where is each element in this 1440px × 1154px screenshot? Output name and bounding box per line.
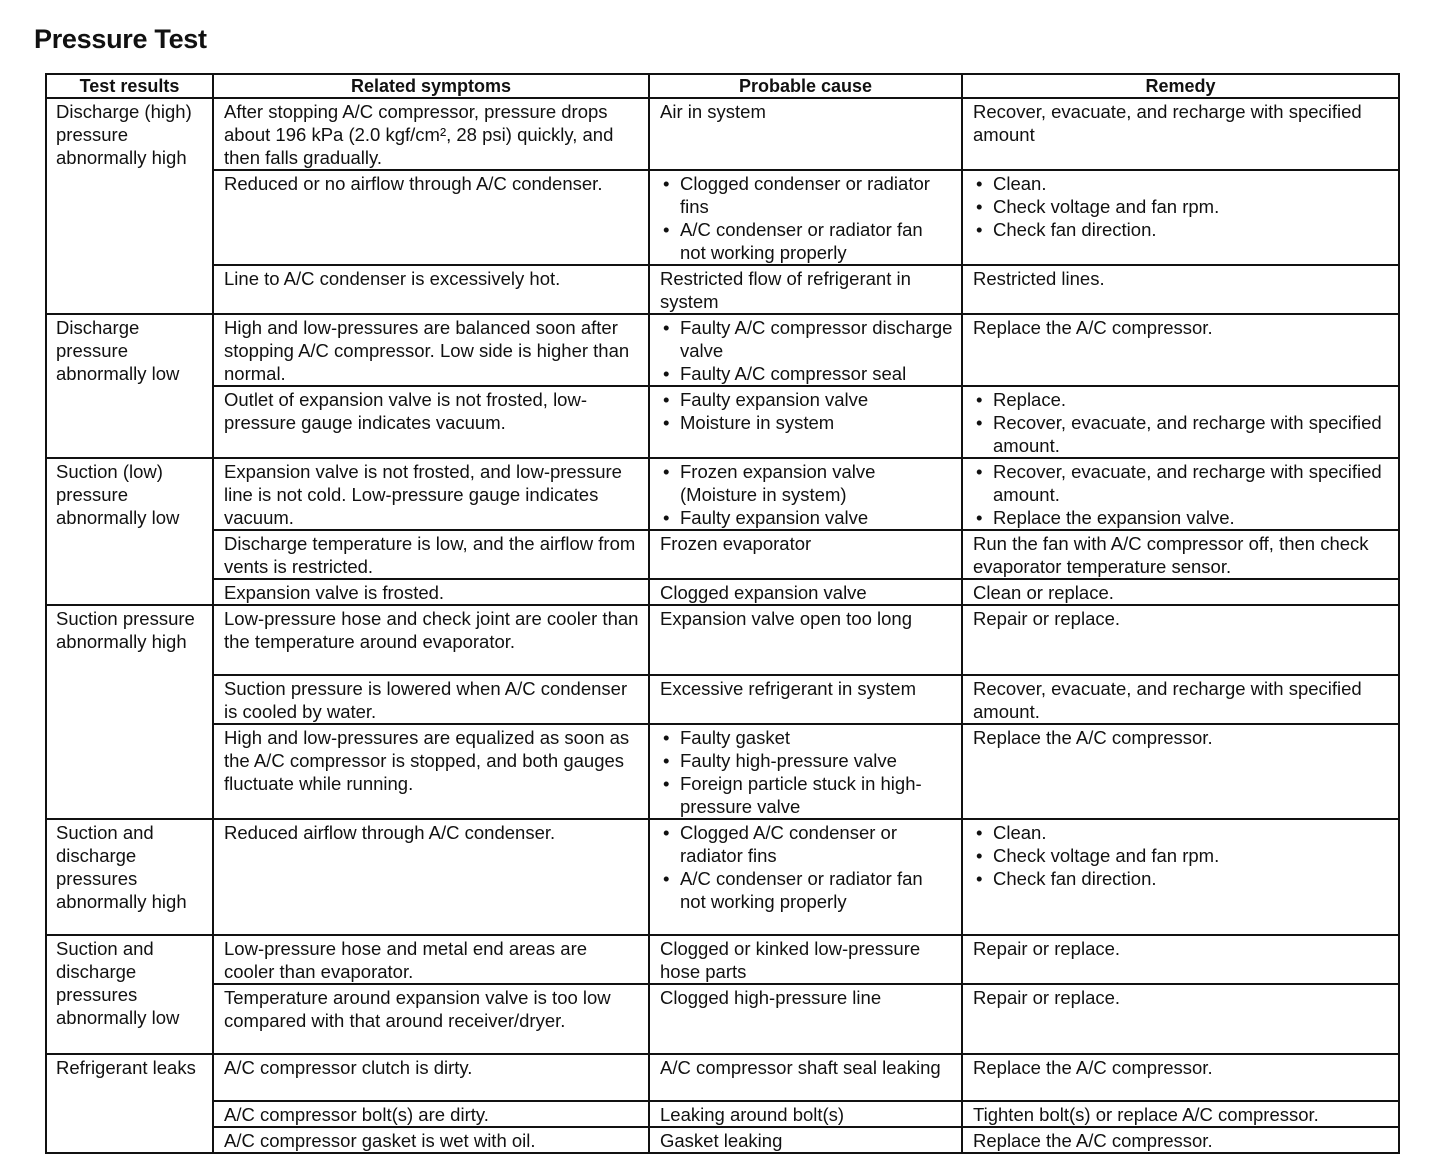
symptom-cell: A/C compressor gasket is wet with oil. bbox=[213, 1127, 649, 1153]
cause-item: • A/C condenser or radiator fan not working properly bbox=[660, 218, 953, 264]
table-body bbox=[46, 98, 1399, 1153]
symptom-cell: After stopping A/C compressor, pressure drops about 196 kPa (2.0 kgf/cm², 28 psi) quickly, and then falls gradually. bbox=[213, 98, 649, 170]
table-header-row bbox=[46, 74, 1399, 98]
remedy-cell: Recover, evacuate, and recharge with specified amount bbox=[962, 98, 1399, 170]
cause-cell bbox=[649, 819, 962, 935]
cause-item: • Moisture in system bbox=[660, 411, 953, 434]
cause-cell: Expansion valve open too long bbox=[649, 605, 962, 675]
remedy-cell: Repair or replace. bbox=[962, 935, 1399, 984]
symptom-cell: Discharge temperature is low, and the airflow from vents is restricted. bbox=[213, 530, 649, 579]
symptom-cell: Outlet of expansion valve is not frosted, low-pressure gauge indicates vacuum. bbox=[213, 386, 649, 458]
remedy-item: • Clean. bbox=[973, 172, 1390, 195]
remedy-cell: Replace the A/C compressor. bbox=[962, 1054, 1399, 1101]
table-row bbox=[46, 98, 1399, 170]
cause-item: • Clogged condenser or radiator fins bbox=[660, 172, 953, 218]
cause-list bbox=[660, 316, 953, 385]
table-row bbox=[46, 386, 1399, 458]
remedy-item: • Check voltage and fan rpm. bbox=[973, 844, 1390, 867]
remedy-cell: Restricted lines. bbox=[962, 265, 1399, 314]
cause-cell bbox=[649, 386, 962, 458]
table-row bbox=[46, 1054, 1399, 1101]
test-result-cell: Suction (low) pressure abnormally low bbox=[46, 458, 213, 605]
test-result-cell: Suction pressure abnormally high bbox=[46, 605, 213, 819]
cause-item: • Frozen expansion valve (Moisture in system) bbox=[660, 460, 953, 506]
cause-list bbox=[660, 821, 953, 913]
remedy-cell bbox=[962, 819, 1399, 935]
cause-cell: Clogged high-pressure line bbox=[649, 984, 962, 1054]
symptom-cell: Low-pressure hose and check joint are cooler than the temperature around evaporator. bbox=[213, 605, 649, 675]
cause-list bbox=[660, 172, 953, 264]
table-row bbox=[46, 314, 1399, 386]
test-result-cell: Suction and discharge pressures abnormally low bbox=[46, 935, 213, 1054]
cause-cell: Excessive refrigerant in system bbox=[649, 675, 962, 724]
cause-item: • Faulty expansion valve bbox=[660, 388, 953, 411]
header-test-results: Test results bbox=[46, 74, 213, 98]
remedy-item: • Check fan direction. bbox=[973, 867, 1390, 890]
remedy-item: • Replace. bbox=[973, 388, 1390, 411]
table-row bbox=[46, 724, 1399, 819]
remedy-cell: Clean or replace. bbox=[962, 579, 1399, 605]
cause-cell bbox=[649, 314, 962, 386]
remedy-item: • Check fan direction. bbox=[973, 218, 1390, 241]
cause-cell: A/C compressor shaft seal leaking bbox=[649, 1054, 962, 1101]
pressure-test-table bbox=[45, 73, 1400, 1154]
symptom-cell: High and low-pressures are equalized as soon as the A/C compressor is stopped, and both gauges fluctuate while running. bbox=[213, 724, 649, 819]
remedy-cell: Replace the A/C compressor. bbox=[962, 724, 1399, 819]
remedy-cell: Recover, evacuate, and recharge with specified amount. bbox=[962, 675, 1399, 724]
cause-cell bbox=[649, 724, 962, 819]
table-row bbox=[46, 458, 1399, 530]
cause-cell: Gasket leaking bbox=[649, 1127, 962, 1153]
symptom-cell: Reduced or no airflow through A/C condenser. bbox=[213, 170, 649, 265]
symptom-cell: Suction pressure is lowered when A/C condenser is cooled by water. bbox=[213, 675, 649, 724]
cause-item: • Faulty expansion valve bbox=[660, 506, 953, 529]
remedy-item: • Clean. bbox=[973, 821, 1390, 844]
symptom-cell: A/C compressor bolt(s) are dirty. bbox=[213, 1101, 649, 1127]
remedy-item: • Recover, evacuate, and recharge with specified amount. bbox=[973, 460, 1390, 506]
cause-cell: Clogged expansion valve bbox=[649, 579, 962, 605]
remedy-cell: Run the fan with A/C compressor off, then check evaporator temperature sensor. bbox=[962, 530, 1399, 579]
symptom-cell: Expansion valve is not frosted, and low-pressure line is not cold. Low-pressure gauge indicates vacuum. bbox=[213, 458, 649, 530]
cause-item: • Faulty gasket bbox=[660, 726, 953, 749]
cause-cell: Clogged or kinked low-pressure hose parts bbox=[649, 935, 962, 984]
remedy-cell bbox=[962, 386, 1399, 458]
remedy-list bbox=[973, 821, 1390, 890]
table-row bbox=[46, 984, 1399, 1054]
remedy-cell: Replace the A/C compressor. bbox=[962, 1127, 1399, 1153]
symptom-cell: Temperature around expansion valve is too low compared with that around receiver/dryer. bbox=[213, 984, 649, 1054]
remedy-list bbox=[973, 172, 1390, 241]
remedy-cell bbox=[962, 170, 1399, 265]
table-row bbox=[46, 530, 1399, 579]
cause-item: • A/C condenser or radiator fan not working properly bbox=[660, 867, 953, 913]
remedy-cell: Repair or replace. bbox=[962, 605, 1399, 675]
cause-list bbox=[660, 726, 953, 818]
test-result-cell: Suction and discharge pressures abnormally high bbox=[46, 819, 213, 935]
table-row bbox=[46, 1101, 1399, 1127]
cause-cell: Air in system bbox=[649, 98, 962, 170]
symptom-cell: Expansion valve is frosted. bbox=[213, 579, 649, 605]
cause-item: • Clogged A/C condenser or radiator fins bbox=[660, 821, 953, 867]
remedy-cell: Tighten bolt(s) or replace A/C compressor. bbox=[962, 1101, 1399, 1127]
symptom-cell: A/C compressor clutch is dirty. bbox=[213, 1054, 649, 1101]
cause-cell: Frozen evaporator bbox=[649, 530, 962, 579]
remedy-list bbox=[973, 388, 1390, 457]
cause-cell bbox=[649, 458, 962, 530]
header-related-symptoms: Related symptoms bbox=[213, 74, 649, 98]
table-row bbox=[46, 265, 1399, 314]
symptom-cell: High and low-pressures are balanced soon after stopping A/C compressor. Low side is higher than normal. bbox=[213, 314, 649, 386]
remedy-cell: Repair or replace. bbox=[962, 984, 1399, 1054]
remedy-cell: Replace the A/C compressor. bbox=[962, 314, 1399, 386]
remedy-item: • Recover, evacuate, and recharge with specified amount. bbox=[973, 411, 1390, 457]
cause-item: • Faulty high-pressure valve bbox=[660, 749, 953, 772]
table-row bbox=[46, 1127, 1399, 1153]
cause-cell: Restricted flow of refrigerant in system bbox=[649, 265, 962, 314]
remedy-cell bbox=[962, 458, 1399, 530]
remedy-item: • Replace the expansion valve. bbox=[973, 506, 1390, 529]
symptom-cell: Line to A/C condenser is excessively hot. bbox=[213, 265, 649, 314]
symptom-cell: Low-pressure hose and metal end areas are cooler than evaporator. bbox=[213, 935, 649, 984]
cause-cell bbox=[649, 170, 962, 265]
header-probable-cause: Probable cause bbox=[649, 74, 962, 98]
table-row bbox=[46, 819, 1399, 935]
cause-list bbox=[660, 388, 953, 434]
header-remedy: Remedy bbox=[962, 74, 1399, 98]
table-row bbox=[46, 675, 1399, 724]
table-row bbox=[46, 579, 1399, 605]
symptom-cell: Reduced airflow through A/C condenser. bbox=[213, 819, 649, 935]
table-row bbox=[46, 935, 1399, 984]
test-result-cell: Discharge (high) pressure abnormally high bbox=[46, 98, 213, 314]
cause-item: • Faulty A/C compressor seal bbox=[660, 362, 953, 385]
table-row bbox=[46, 170, 1399, 265]
test-result-cell: Refrigerant leaks bbox=[46, 1054, 213, 1153]
cause-item: • Foreign particle stuck in high-pressure valve bbox=[660, 772, 953, 818]
remedy-list bbox=[973, 460, 1390, 529]
cause-cell: Leaking around bolt(s) bbox=[649, 1101, 962, 1127]
cause-list bbox=[660, 460, 953, 529]
cause-item: • Faulty A/C compressor discharge valve bbox=[660, 316, 953, 362]
table-row bbox=[46, 605, 1399, 675]
page-title: Pressure Test bbox=[34, 24, 207, 54]
test-result-cell: Discharge pressure abnormally low bbox=[46, 314, 213, 458]
remedy-item: • Check voltage and fan rpm. bbox=[973, 195, 1390, 218]
